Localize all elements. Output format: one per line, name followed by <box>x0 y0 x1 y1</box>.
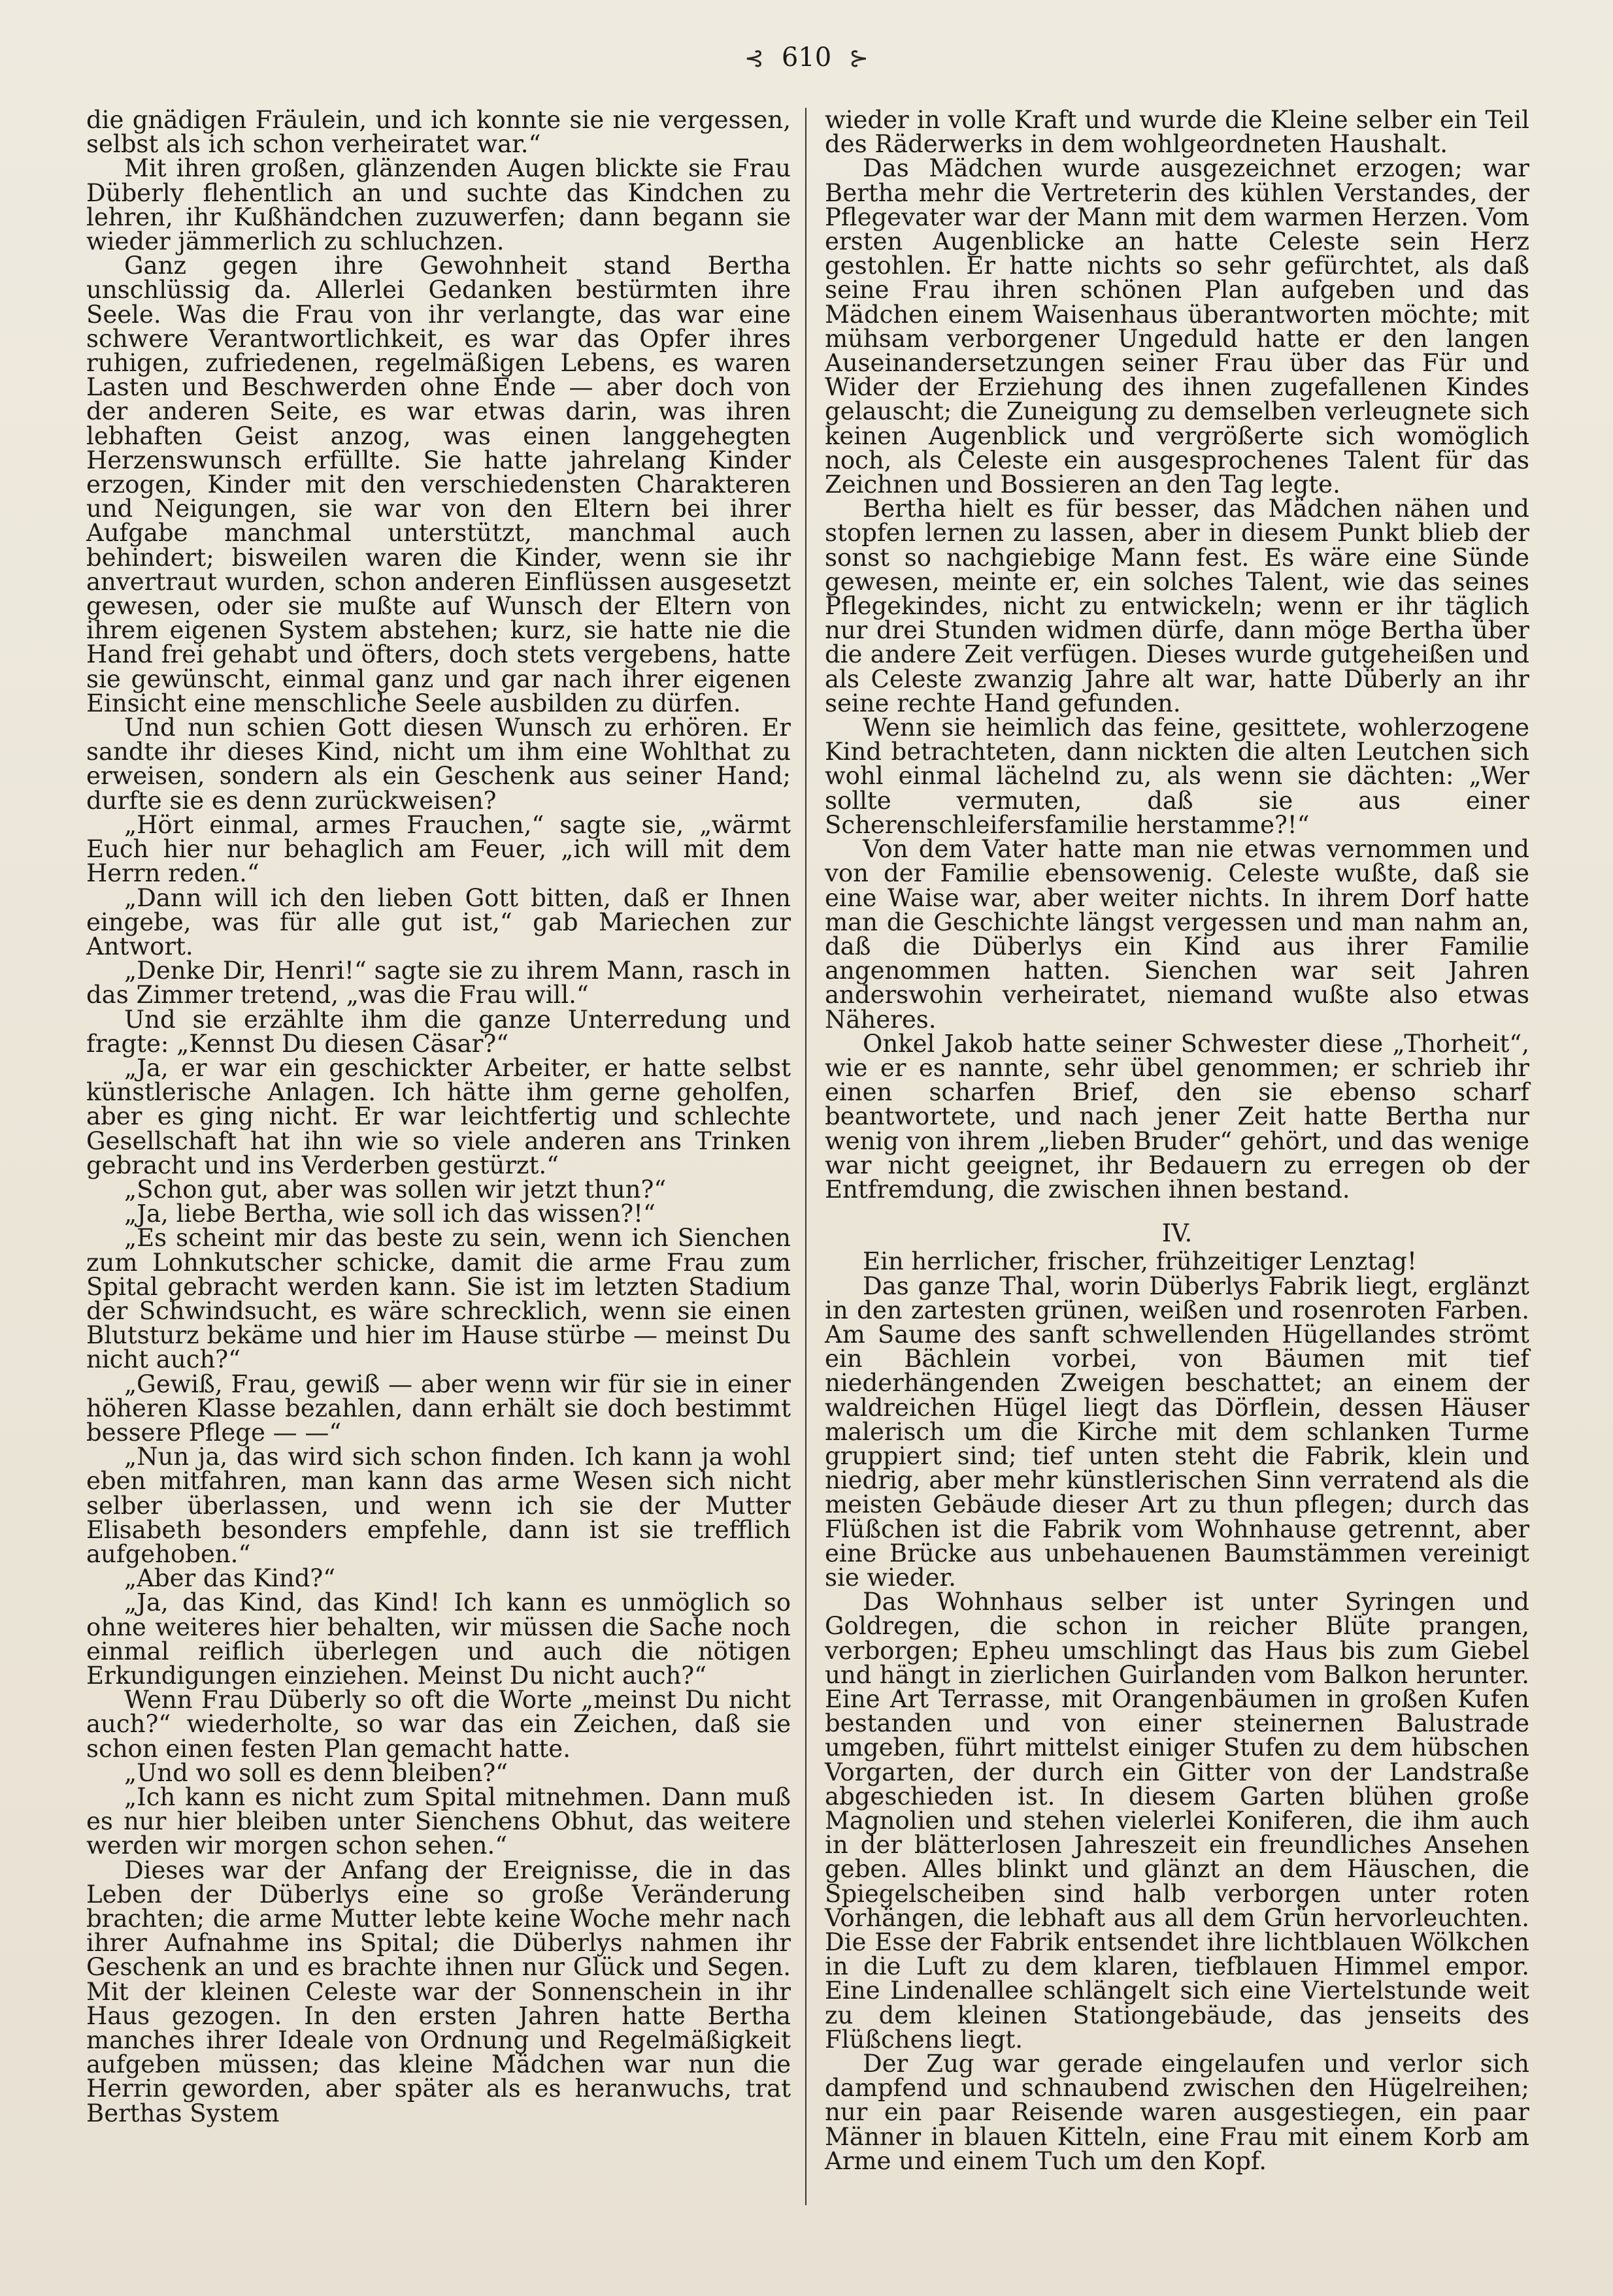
paragraph: „Ja, liebe Bertha, wie soll ich das wissen?!“ <box>124 1200 656 1228</box>
paragraph: Bertha hielt es für besser, das Mädchen nähen und stopfen lernen zu lassen, aber in diesem Punkt blieb der sonst so nachgiebige Mann fest. Es wäre eine Sünde gewesen, meinte er, ein solches Talent, wie das seines Pflegekindes, nicht zu entwickeln; wenn er ihr täglich nur drei Stunden widmen dürfe, dann möge Bertha über die andere Zeit verfügen. Dieses wurde gutgeheißen und als Celeste zwanzig Jahre alt war, hatte Düberly an ihr seine rechte Hand gefunden. <box>825 495 1529 717</box>
paragraph: Dieses war der Anfang der Ereignisse, die in das Leben der Düberlys eine so große Veränderung brachten; die arme Mutter lebte keine Woche mehr nach ihrer Aufnahme ins Spital; die Düberlys nahmen ihr Geschenk an und es brachte ihnen nur Glück und Segen. Mit der kleinen Celeste war der Sonnenschein in ihr Haus gezogen. In den ersten Jahren hatte Bertha manches ihrer Ideale von Ordnung und Regelmäßigkeit aufgeben müssen; das kleine Mädchen war nun die Herrin geworden, aber später als es heranwuchs, trat Berthas System <box>86 1856 791 2127</box>
paragraph: „Gewiß, Frau, gewiß — aber wenn wir für sie in einer höheren Klasse bezahlen, dann erhält sie doch bestimmt bessere Pflege — —“ <box>86 1369 791 1447</box>
ornament-left-icon: ⊰ <box>744 45 765 72</box>
paragraph: Das Mädchen wurde ausgezeichnet erzogen; war Bertha mehr die Vertreterin des kühlen Verstandes, der Pflegevater war der Mann mit dem warmen Herzen. Vom ersten Augenblicke an hatte Celeste sein Herz gestohlen. Er hatte nichts so sehr gefürchtet, als daß seine Frau ihren schönen Plan aufgeben und das Mädchen einem Waisenhaus überantworten möchte; mit mühsam verborgener Ungeduld hatte er den langen Auseinandersetzungen seiner Frau über das Für und Wider der Erziehung des ihnen zugefallenen Kindes gelauscht; die Zuneigung zu demselben verleugnete sich keinen Augenblick und vergrößerte sich womöglich noch, als Celeste ein ausgesprochenes Talent für das Zeichnen und Bossieren an den Tag legte. <box>825 154 1529 499</box>
paragraph: Ganz gegen ihre Gewohnheit stand Bertha unschlüssig da. Allerlei Gedanken bestürmten ihre Seele. Was die Frau von ihr verlangte, das war eine schwere Verantwortlichkeit, es war das Opfer ihres ruhigen, zufriedenen, regelmäßigen Lebens, es waren Lasten und Beschwerden ohne Ende — aber doch von der anderen Seite, es war etwas darin, was ihren lebhaften Geist anzog, was einen langgehegten Herzenswunsch erfüllte. Sie hatte jahrelang Kinder erzogen, Kinder mit den verschiedensten Charakteren und Neigungen, sie war von den Eltern bei ihrer Aufgabe manchmal unterstützt, manchmal auch behindert; bisweilen waren die Kinder, wenn sie ihr anvertraut wurden, schon anderen Einflüssen ausgesetzt gewesen, oder sie mußte auf Wunsch der Eltern von ihrem eigenen System abstehen; kurz, sie hatte nie die Hand frei gehabt und öfters, doch stets vergebens, hatte sie gewünscht, einmal ganz und gar nach ihrer eigenen Einsicht eine menschliche Seele ausbilden zu dürfen. <box>86 252 791 717</box>
paragraph: Das ganze Thal, worin Düberlys Fabrik liegt, erglänzt in den zartesten grünen, weißen und rosenroten Farben. Am Saume des sanft schwellenden Hügellandes strömt ein Bächlein vorbei, von Bäumen mit tief niederhängenden Zweigen beschattet; an einem der waldreichen Hügel liegt das Dörflein, dessen Häuser malerisch um die Kirche mit dem schlanken Turme gruppiert sind; tief unten steht die Fabrik, klein und niedrig, aber mehr künstlerischen Sinn verratend als die meisten Gebäude dieser Art zu thun pflegen; durch das Flüßchen ist die Fabrik vom Wohnhause getrennt, aber eine Brücke aus unbehauenen Baumstämmen vereinigt sie wieder. <box>825 1271 1529 1592</box>
paragraph: „Nun ja, das wird sich schon finden. Ich kann ja wohl eben mitfahren, man kann das arme Wesen sich nicht selber überlassen, und wenn ich sie der Mutter Elisabeth besonders empfehle, dann ist sie trefflich aufgehoben.“ <box>86 1443 791 1568</box>
paragraph: Onkel Jakob hatte seiner Schwester diese „Thorheit“, wie er es nannte, sehr übel genommen; er schrieb ihr einen scharfen Brief, den sie ebenso scharf beantwortete, und nach jener Zeit hatte Bertha nur wenig von ihrem „lieben Bruder“ gehört, und das wenige war nicht geeignet, ihr Bedauern zu erregen ob der Entfremdung, die zwischen ihnen bestand. <box>825 1029 1529 1204</box>
paragraph: „Denke Dir, Henri!“ sagte sie zu ihrem Mann, rasch in das Zimmer tretend, „was die Frau will.“ <box>86 957 791 1009</box>
column-divider <box>805 108 806 2205</box>
paragraph: Der Zug war gerade eingelaufen und verlor sich dampfend und schnaubend zwischen den Hügelreihen; nur ein paar Reisende waren ausgestiegen, ein paar Männer in blauen Kitteln, eine Frau mit einem Korb am Arme und einem Tuch um den Kopf. <box>825 2050 1529 2175</box>
paragraph: „Dann will ich den lieben Gott bitten, daß er Ihnen eingebe, was für alle gut ist,“ gab Mariechen zur Antwort. <box>86 883 791 960</box>
paragraph: die gnädigen Fräulein, und ich konnte sie nie vergessen, selbst als ich schon verheiratet war.“ <box>86 106 791 159</box>
paragraph: „Ja, er war ein geschickter Arbeiter, er hatte selbst künstlerische Anlagen. Ich hätte ihm gerne geholfen, aber es ging nicht. Er war leichtfertig und schlechte Gesellschaft hat ihn wie so viele anderen ans Trinken gebracht und ins Verderben gestürzt.“ <box>86 1053 791 1179</box>
paragraph: „Ja, das Kind, das Kind! Ich kann es unmöglich so ohne weiteres hier behalten, wir müssen die Sache noch einmal reiflich überlegen und auch die nötigen Erkundigungen einziehen. Meinst Du nicht auch?“ <box>86 1588 791 1690</box>
paragraph: „Hört einmal, armes Frauchen,“ sagte sie, „wärmt Euch hier nur behaglich am Feuer, „ich will mit dem Herrn reden.“ <box>86 810 791 888</box>
paragraph: Das Wohnhaus selber ist unter Syringen und Goldregen, die schon in reicher Blüte prangen, verborgen; Epheu umschlingt das Haus bis zum Giebel und hängt in zierlichen Guirlanden vom Balkon herunter. Eine Art Terrasse, mit Orangenbäumen in großen Kufen bestanden und von einer steinernen Balustrade umgeben, führt mittelst einiger Stufen zu dem hübschen Vorgarten, der durch ein Gitter von der Landstraße abgeschieden ist. In diesem Garten blühen große Magnolien und stehen vielerlei Koniferen, die ihm auch in der blätterlosen Jahreszeit ein freundliches Ansehen geben. Alles blinkt und glänzt an dem Häuschen, die Spiegelscheiben sind halb verborgen unter roten Vorhängen, die lebhaft aus all dem Grün hervorleuchten. Die Esse der Fabrik entsendet ihre lichtblauen Wölkchen in die Luft zu dem klaren, tiefblauen Himmel empor. Eine Lindenallee schlängelt sich eine Viertelstunde weit zu dem kleinen Stationgebäude, das jenseits des Flüßchens liegt. <box>825 1588 1529 2054</box>
paragraph: Mit ihren großen, glänzenden Augen blickte sie Frau Düberly flehentlich an und suchte das Kindchen zu lehren, ihr Kußhändchen zuzuwerfen; dann begann sie wieder jämmerlich zu schluchzen. <box>86 154 791 256</box>
paragraph: „Schon gut, aber was sollen wir jetzt thun?“ <box>124 1175 667 1204</box>
paragraph: Und sie erzählte ihm die ganze Unterredung und fragte: „Kennst Du diesen Cäsar?“ <box>86 1005 791 1058</box>
page-header <box>0 43 1613 73</box>
section-heading: IV. <box>1161 1219 1193 1248</box>
paragraph: Wenn sie heimlich das feine, gesittete, wohlerzogene Kind betrachteten, dann nickten die alten Leutchen sich wohl einmal lächelnd zu, als wenn sie dächten: „Wer sollte vermuten, daß sie aus einer Scherenschleifersfamilie herstamme?!“ <box>825 713 1529 839</box>
paragraph: Wenn Frau Düberly so oft die Worte „meinst Du nicht auch?“ wiederholte, so war das ein Zeichen, daß sie schon einen festen Plan gemacht hatte. <box>86 1686 791 1763</box>
paragraph: „Und wo soll es denn bleiben?“ <box>124 1758 508 1787</box>
paragraph: Von dem Vater hatte man nie etwas vernommen und von der Familie ebensowenig. Celeste wußte, daß sie eine Waise war, aber weiter nichts. In ihrem Dorf hatte man die Geschichte längst vergessen und man nahm an, daß die Düberlys ein Kind aus ihrer Familie angenommen hatten. Sienchen war seit Jahren anderswohin verheiratet, niemand wußte also etwas Näheres. <box>825 835 1529 1034</box>
right-column <box>825 108 1529 2173</box>
paragraph: Und nun schien Gott diesen Wunsch zu erhören. Er sandte ihr dieses Kind, nicht um ihm eine Wohlthat zu erweisen, sondern als ein Geschenk aus seiner Hand; durfte sie es denn zurückweisen? <box>86 713 791 815</box>
paragraph: „Es scheint mir das beste zu sein, wenn ich Sienchen zum Lohnkutscher schicke, damit die arme Frau zum Spital gebracht werden kann. Sie ist im letzten Stadium der Schwindsucht, es wäre schrecklich, wenn sie einen Blutsturz bekäme und hier im Hause stürbe — meinst Du nicht auch?“ <box>86 1224 791 1374</box>
paragraph: „Aber das Kind?“ <box>124 1564 336 1593</box>
paragraph: „Ich kann es nicht zum Spital mitnehmen. Dann muß es nur hier bleiben unter Sienchens Obhut, das weitere werden wir morgen schon sehen.“ <box>86 1783 791 1860</box>
paragraph: Ein herrlicher, frischer, frühzeitiger Lenztag! <box>863 1247 1417 1276</box>
left-column <box>86 108 791 2125</box>
paragraph: wieder in volle Kraft und wurde die Kleine selber ein Teil des Räderwerks in dem wohlgeordneten Haushalt. <box>825 106 1529 159</box>
page-number: 610 <box>781 42 832 73</box>
ornament-right-icon: ⊱ <box>848 45 869 72</box>
